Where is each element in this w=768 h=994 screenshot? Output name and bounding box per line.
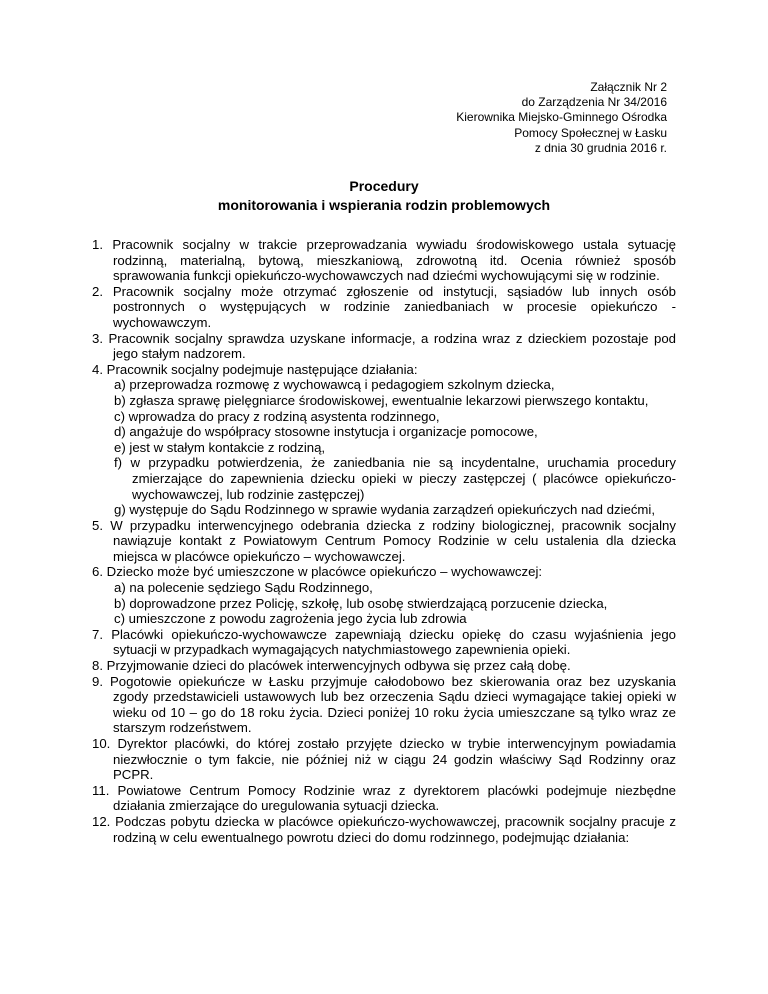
document-body (92, 237, 676, 845)
list-item: 4. Pracownik socjalny podejmuje następujące działania: (92, 361, 418, 377)
sub-list-item: a) przeprowadza rozmowę z wychowawcą i pedagogiem szkolnym dziecka, (114, 377, 555, 393)
document-title (0, 177, 768, 215)
sub-list-item: f) w przypadku potwierdzenia, że zaniedbania nie są incydentalne, uruchamia procedury zmierzające do zapewnienia dziecku opieki w pieczy zastępczej ( placówce opiekuńczo-wychowawczej, lub rodzinie zastępczej) (114, 455, 676, 502)
list-item: 10. Dyrektor placówki, do której zostało przyjęte dziecko w trybie interwencyjnym powiadamia niezwłocznie o tym fakcie, nie później niż w ciągu 24 godzin właściwy Sąd Rodzinny oraz PCPR. (92, 736, 676, 783)
list-item: 6. Dziecko może być umieszczone w placówce opiekuńczo – wychowawczej: (92, 564, 543, 580)
list-item: 7. Placówki opiekuńczo-wychowawcze zapewniają dziecku opiekę do czasu wyjaśnienia jego sytuacji w przypadkach wymagających natychmiastowego zapewnienia opieki. (92, 626, 676, 658)
list-item: 11. Powiatowe Centrum Pomocy Rodzinie wraz z dyrektorem placówki podejmuje niezbędne działania zmierzające do uregulowania sytuacji dziecka. (92, 782, 677, 814)
sub-list-item: e) jest w stałym kontakcie z rodziną, (114, 439, 326, 455)
list-item: 2. Pracownik socjalny może otrzymać zgłoszenie od instytucji, sąsiadów lub innych osób postronnych o występujących w rodzinie zaniedbaniach w procesie opiekuńczo - wychowawczym. (92, 283, 676, 330)
header-line-manager: Kierownika Miejsko-Gminnego Ośrodka (456, 110, 667, 125)
list-item: 9. Pogotowie opiekuńcze w Łasku przyjmuje całodobowo bez skierowania oraz bez uzyskania zgody przedstawicieli ustawowych lub bez orzeczenia Sądu dzieci wymagające takiej opieki w wieku od 10 – go do 18 roku życia. Dzieci poniżej 10 roku życia umieszczane są tylko wraz ze starszym rodzeństwem. (92, 673, 677, 736)
header-line-ordinance: do Zarządzenia Nr 34/2016 (521, 95, 667, 110)
sub-list-item: b) zgłasza sprawę pielęgniarce środowiskowej, ewentualnie lekarzowi pierwszego kontaktu, (114, 392, 649, 408)
sub-list-item: c) wprowadza do pracy z rodziną asystenta rodzinnego, (114, 408, 440, 424)
header-line-date: z dnia 30 grudnia 2016 r. (534, 140, 667, 155)
sub-list-item: b) doprowadzone przez Policję, szkołę, lub osobę stwierdzającą porzucenie dziecka, (114, 595, 608, 611)
title-line-2: monitorowania i wspierania rodzin problemowych (217, 197, 551, 213)
sub-list-item: a) na polecenie sędziego Sądu Rodzinnego, (114, 580, 373, 596)
list-item: 12. Podczas pobytu dziecka w placówce opiekuńczo-wychowawczej, pracownik socjalny pracuje z rodziną w celu ewentualnego powrotu dzieci do domu rodzinnego, podejmując działania: (92, 813, 676, 845)
document-header (456, 80, 667, 156)
header-line-office: Pomocy Społecznej w Łasku (514, 125, 667, 140)
title-line-1: Procedury (349, 178, 419, 194)
sub-list-item: c) umieszczone z powodu zagrożenia jego życia lub zdrowia (114, 611, 467, 627)
header-line-attachment: Załącznik Nr 2 (590, 80, 667, 94)
sub-list-item: g) występuje do Sądu Rodzinnego w sprawie wydania zarządzeń opiekuńczych nad dziećmi, (114, 502, 656, 518)
list-item: 3. Pracownik socjalny sprawdza uzyskane informacje, a rodzina wraz z dzieckiem pozostaje pod jego stałym nadzorem. (92, 330, 676, 362)
list-item: 1. Pracownik socjalny w trakcie przeprowadzania wywiadu środowiskowego ustala sytuację rodzinną, materialną, bytową, mieszkaniową, zdrowotną itd. Ocenia również sposób sprawowania funkcji opiekuńczo-wychowawczych nad dziećmi wychowującymi się w rodzinie. (92, 237, 676, 284)
sub-list-item: d) angażuje do współpracy stosowne instytucja i organizacje pomocowe, (114, 424, 538, 440)
list-item: 8. Przyjmowanie dzieci do placówek interwencyjnych odbywa się przez całą dobę. (92, 658, 571, 674)
list-item: 5. W przypadku interwencyjnego odebrania dziecka z rodziny biologicznej, pracownik socjalny nawiązuje kontakt z Powiatowym Centrum Pomocy Rodzinie w celu ustalenia dla dziecka miejsca w placówce opiekuńczo – wychowawczej. (92, 517, 676, 564)
